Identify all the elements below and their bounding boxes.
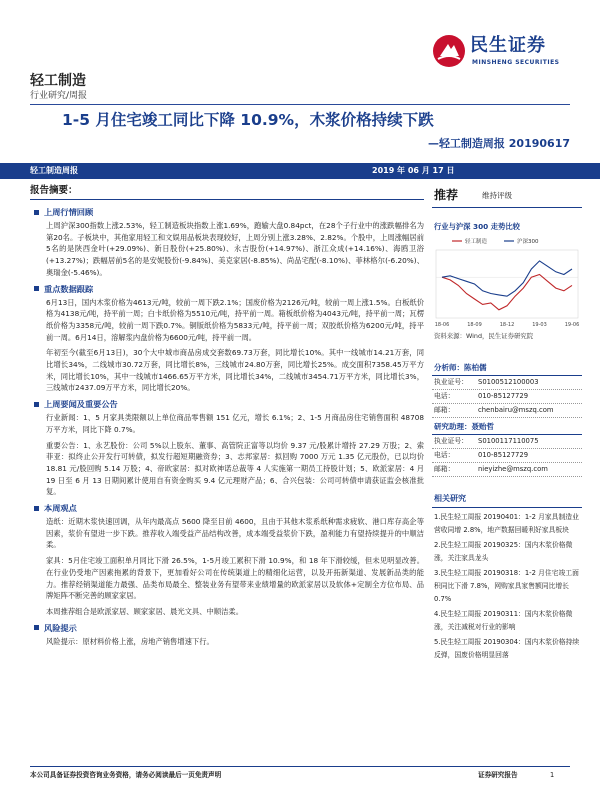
analyst-info-row (432, 376, 582, 390)
industry-name: 轻工制造 (30, 73, 86, 89)
logo-text-cn: 民生证券 (470, 35, 546, 56)
x-tick-label: 18-06 (434, 322, 450, 328)
related-report-item: 2.民生轻工周报 20190325：国内木浆价格微涨，关注家具龙头 (434, 541, 573, 562)
section-title (30, 622, 424, 634)
related-heading: 相关研究 (434, 494, 466, 503)
sidebar-column (432, 185, 582, 665)
legend-label-0: 轻工制造 (465, 239, 488, 245)
analyst-block (432, 361, 582, 477)
analyst-info-value: 010-85127729 (478, 451, 529, 459)
x-tick-label: 18-09 (467, 322, 482, 328)
analyst-info-key: 电话： (434, 392, 455, 400)
analyst-heading (432, 420, 582, 435)
trend-chart (432, 234, 582, 330)
rating (432, 185, 582, 203)
square-bullet-icon (34, 506, 39, 511)
minsheng-logo-icon (432, 34, 466, 68)
analyst-role: 研究助理： (434, 422, 472, 431)
related-report-item: 4.民生轻工周报 20190311：国内木浆价格微涨，关注减税对行业的影响 (434, 610, 573, 631)
company-logo (432, 34, 582, 74)
x-tick-label: 18-12 (499, 322, 515, 328)
section-paragraph: 行业新闻：1、5 月家具类限额以上单位商品零售额 151 亿元，增长 6.1%；2、1-5 月商品房住宅销售面积 48708 万平方米，同比下降 0.7%。 (46, 413, 424, 434)
square-bullet-icon (34, 210, 39, 215)
square-bullet-icon (34, 402, 39, 407)
report-title: 1-5 月住宅竣工同比下降 10.9%，木浆价格持续下跌 (62, 111, 434, 129)
analyst-info-value: S0100117110075 (478, 437, 539, 445)
section-paragraph: 重要公告：1、永艺股份：公司 5%以上股东、董事、高管院正富等以均价 9.37 元/股累计增持 27.29 万股；2、索菲亚：拟终止公开发行可转债，拟发行超短期融资券；3、志邦家居：拟回购 7000 万元 1.35 亿元股份，已以均价 18.81 元/股回购 5.14 万股；4、帝欧家居：拟对欧神诺总裁等 4 人实施第一期员工持股计划；5、欧派家居：4 月 19 日至 6 月 13 日期间累计使用自有资金购买 9.4 亿元理财产品；6、合兴包装：公司可转债申请获证监会核准批复。 (46, 440, 424, 497)
logo-text-en: MINSHENG SECURITIES (472, 59, 560, 66)
section-title-text: 上周行情回顾 (44, 207, 94, 217)
section-paragraph: 6月13日，国内木浆价格为4613元/吨，较前一周下跌2.1%；国废价格为2126元/吨，较前一周上涨1.5%。白板纸价格为4138元/吨，持平前一周；白卡纸价格为5510元/吨，持平前一周。箱板纸价格为4043元/吨，持平前一周；瓦楞纸价格为3358元/吨，较前一周下跌0.7%。铜版纸价格为5833元/吨，持平前一周；双胶纸价格为6200元/吨，持平前一周。6月14日，溶解浆内盘价格为6600元/吨，持平前一周。 (46, 297, 424, 342)
analyst-info-row (432, 463, 582, 477)
analyst-info-key: 邮箱： (434, 465, 455, 473)
analyst-info-value: nieyizhe@mszq.com (478, 465, 548, 473)
analyst-name: 陈柏儒 (464, 363, 487, 372)
section-paragraph: 年初至今(截至6月13日)，30个大中城市商品房成交套数69.73万套，同比增长10%。其中一线城市14.21万套，同比增长34%，二线城市30.72万套，同比增长8%，三线城市24.80万套，同比增长25%。成交面积7358.45万平方米，同比增长10%，其中一线城市1466.65万平方米，同比增长34%，二线城市3454.71万平方米，同比增长3%，三线城市2437.09万平方米，同比增长20%。 (46, 348, 424, 393)
analyst-info-row (432, 404, 582, 418)
rating-sub: 维持评级 (482, 191, 512, 200)
section-paragraph: 上周沪深300指数上涨2.53%，轻工制造板块指数上涨1.69%，跑输大盘0.84pct，在28个子行业中的涨跌幅排名为第20名。子板块中，其他家用轻工和文娱用品板块表现较好，上周分别上涨3.28%、2.82%。个股中，上周涨幅居前5名的是陕西金叶(+29.09%)、新日股份(+25.80%)、永吉股份(+14.97%)、浙江众成(+14.16%)、海鸥卫浴(+13.27%)；跌幅居前5名的是安妮股份(-9.84%)、美克家居(-8.85%)、尚品宅配(-8.10%)、菲林格尔(-6.20%)、奥瑞金(-5.46%)。 (46, 221, 424, 277)
section-title-text: 本周观点 (44, 503, 77, 514)
section-title-text: 风险提示 (44, 622, 77, 633)
analyst-info-row (432, 390, 582, 404)
rating-label: 推荐 (434, 188, 459, 202)
trend-chart-svg (432, 234, 582, 330)
analyst-info-key: 执业证号： (434, 378, 468, 386)
summary-column (30, 185, 424, 647)
x-tick-label: 19-06 (564, 322, 580, 328)
chart-plot-area (436, 250, 578, 318)
analyst-info-value: chenbairu@mszq.com (478, 406, 554, 414)
section-title-text: 上周要闻及重要公告 (44, 399, 118, 410)
title-banner (0, 163, 600, 179)
summary-heading: 报告摘要： (30, 185, 78, 196)
section-title (30, 206, 424, 218)
square-bullet-icon (34, 625, 39, 630)
chart-title: 行业与沪深 300 走势比较 (434, 222, 520, 231)
section-paragraph: 风险提示：原材料价格上涨，房地产销售增速下行。 (46, 636, 214, 646)
rating-divider (432, 207, 582, 208)
section-title (30, 502, 424, 514)
analyst-info-key: 电话： (434, 451, 455, 459)
section-title (30, 283, 424, 295)
related-list (432, 511, 582, 662)
legend-label-1: 沪深300 (517, 239, 539, 245)
analyst-info-key: 邮箱： (434, 406, 455, 414)
footer-report-label: 证券研究报告 (478, 771, 518, 779)
banner-series-name: 轻工制造周报 (30, 166, 78, 175)
section-title (30, 398, 424, 410)
analyst-role: 分析师： (434, 363, 464, 372)
square-bullet-icon (34, 286, 39, 291)
footer-disclaimer: 本公司具备证券投资咨询业务资格，请务必阅读最后一页免责声明 (30, 771, 222, 779)
related-report-item: 1.民生轻工周报 20190401：1-2 月家具制造业营收同增 2.8%，地产数据回暖利好家具板块 (434, 513, 579, 534)
chart-source: 资料来源：Wind，民生证券研究院 (434, 332, 534, 340)
section-paragraph: 家具：5月住宅竣工面积单月同比下滑 26.5%，1-5月竣工累积下滑 10.9%，和 18 年下滑较缓，但未见明显改善。在行业仍受地产因素拖累的背景下，更加看好公司在传统渠道上的精细化运营，以及开拓新渠道、发展新品类的能力。推荐经销渠道能力最强、品类布局最全、整装业务有望带来业绩增量的欧派家居以及软体+定制全方位布局、品牌矩阵不断完善的顾家家居。 (46, 556, 424, 601)
analyst-info-key: 执业证号： (434, 437, 468, 445)
analyst-heading (432, 361, 582, 376)
report-subtitle: —轻工制造周报 20190617 (427, 137, 570, 150)
analyst-info-value: S0100512100003 (478, 378, 539, 386)
analyst-info-row (432, 449, 582, 463)
analyst-info-row (432, 435, 582, 449)
banner-date: 2019 年 06 月 17 日 (372, 166, 455, 175)
analyst-info-value: 010-85127729 (478, 392, 529, 400)
related-report-item: 3.民生轻工周报 20190318：1-2 月住宅竣工面积同比下滑 7.8%，网购家具家售额同比增长 0.7% (434, 569, 579, 603)
analyst-name: 聂贻哲 (471, 422, 494, 431)
footer-divider (30, 766, 570, 767)
related-divider (432, 507, 582, 508)
x-tick-label: 19-03 (532, 322, 547, 328)
summary-sections (30, 206, 424, 647)
report-type: 行业研究/周报 (30, 91, 88, 101)
section-paragraph: 本周推荐组合是欧派家居、顾家家居、晨光文具、中顺洁柔。 (46, 606, 244, 616)
page-number: 1 (550, 771, 555, 779)
header-divider (30, 104, 570, 105)
related-report-item: 5.民生轻工周报 20190304：国内木浆价格持续反弹，国废价格明显回落 (434, 638, 580, 659)
section-paragraph: 造纸：近期木浆快速回调，从年内最高点 5600 降至目前 4600，且由于其他木浆系纸种需求疲软、港口库存高企等因素，浆价有望进一步下跌。推荐收入端受益产品结构改善，成本端受益浆价下跌，盈利能力有望持续提升的中顺洁柔。 (46, 517, 424, 550)
summary-divider (30, 199, 424, 200)
section-title-text: 重点数据跟踪 (44, 283, 94, 294)
